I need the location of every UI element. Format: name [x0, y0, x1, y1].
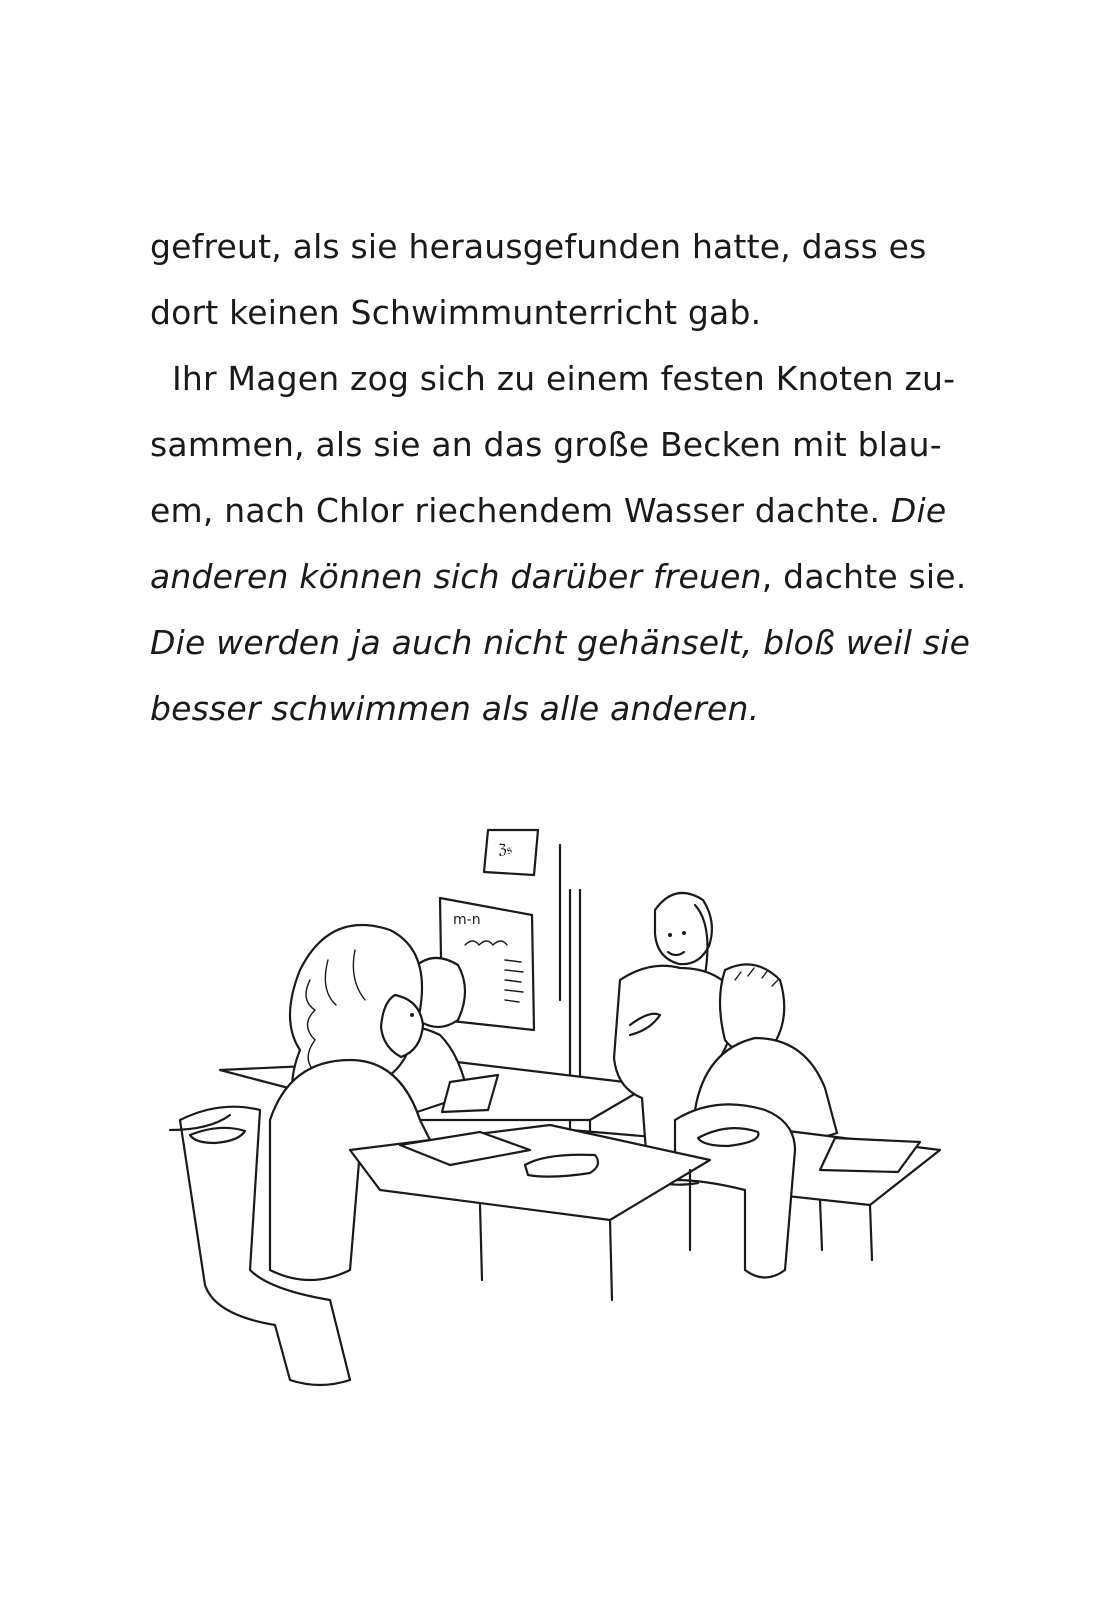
text-line [150, 544, 980, 610]
text-line [150, 478, 980, 544]
poster-text: m-n [453, 912, 481, 928]
italic-thought: anderen können sich darüber freuen [150, 557, 762, 596]
text-span: gefreut, als sie herausgefunden hatte, dass es [150, 227, 927, 266]
text-span: besser schwimmen als alle anderen. [150, 689, 760, 728]
text-span: em, nach Chlor riechendem Wasser dachte. [150, 491, 881, 530]
italic-thought-line [150, 610, 980, 676]
wall-picture [484, 830, 538, 875]
boy-chair [675, 1104, 795, 1277]
text-span: , dachte sie. [761, 557, 967, 596]
classroom-drawing [150, 820, 970, 1400]
classroom-illustration [150, 820, 970, 1400]
italic-thought: Die [890, 491, 947, 530]
text-line [150, 280, 980, 346]
italic-thought-line [150, 676, 980, 742]
right-desk-legs [820, 1200, 872, 1260]
text-span: Ihr Magen zog sich zu einem festen Knoten zu- [172, 359, 956, 398]
text-span: Die werden ja auch nicht gehänselt, bloß weil sie [150, 623, 971, 662]
picture-scribble: ℨ𝔰 [498, 842, 512, 858]
text-span: dort keinen Schwimmunterricht gab. [150, 293, 762, 332]
story-text [150, 214, 980, 742]
paragraph-start-line [150, 346, 980, 412]
text-line [150, 214, 980, 280]
text-line [150, 412, 980, 478]
text-span: sammen, als sie an das große Becken mit blau- [150, 425, 942, 464]
